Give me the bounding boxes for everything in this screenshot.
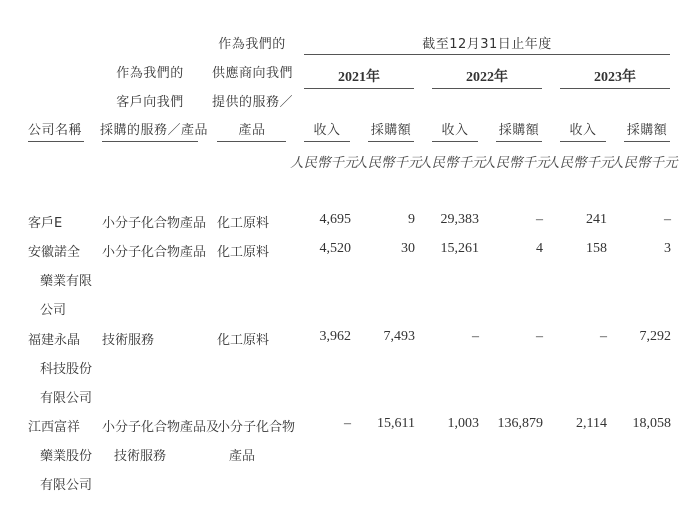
year-2023-underline [560,88,670,89]
company-header-underline [28,141,84,142]
header-supplier-line-2: 供應商向我們 [212,66,294,81]
revenue-2022: – [472,329,479,344]
company-name-line-2: 藥業股份 [40,449,93,464]
purchase-2023: – [664,212,671,227]
revenue-2023: – [600,329,607,344]
revenue-2023: 241 [586,212,607,227]
year-2022: 2022年 [466,70,508,85]
purchase-2022: – [536,329,543,344]
year-2023: 2023年 [594,70,636,85]
purchase-2022: – [536,212,543,227]
unit-6: 人民幣千元 [610,155,678,170]
revenue-2023: 158 [586,241,607,256]
purchase-2022: 136,879 [497,416,543,431]
supplier-service: 化工原料 [217,216,270,231]
header-supplier-line-4: 產品 [238,123,266,138]
supplier-header-underline [217,141,286,142]
revenue-2022: 1,003 [447,416,479,431]
subcol-underline-2 [368,141,414,142]
revenue-2021: – [344,416,351,431]
subcol-revenue-2023: 收入 [569,123,597,138]
company-name-line-3: 有限公司 [40,391,93,406]
period-underline [304,54,670,55]
purchase-2023: 3 [664,241,671,256]
revenue-2022: 29,383 [440,212,479,227]
year-2021: 2021年 [338,70,380,85]
company-name-line-1: 福建永晶 [28,333,81,348]
purchase-2021: 7,493 [383,329,415,344]
period-title: 截至12月31日止年度 [422,37,552,52]
year-2022-underline [432,88,542,89]
company-name-line-2: 科技股份 [40,362,93,377]
subcol-underline-1 [304,141,350,142]
company-name-line-3: 有限公司 [40,478,93,493]
revenue-2023: 2,114 [576,416,607,431]
subcol-underline-6 [624,141,670,142]
customer-service: 小分子化合物產品 [102,245,207,260]
header-company-name: 公司名稱 [28,123,83,138]
subcol-purchase-2022: 採購額 [498,123,540,138]
customer-service: 小分子化合物產品 [102,216,207,231]
supplier-service-line-2: 產品 [229,449,256,464]
revenue-2021: 4,695 [319,212,351,227]
purchase-2021: 30 [401,241,415,256]
revenue-2021: 4,520 [319,241,351,256]
customer-service: 技術服務 [102,333,155,348]
customer-service-line-2: 技術服務 [114,449,167,464]
revenue-2022: 15,261 [440,241,479,256]
subcol-underline-4 [496,141,542,142]
subcol-underline-3 [432,141,478,142]
header-supplier-line-3: 提供的服務／ [212,95,294,110]
purchase-2021: 9 [408,212,415,227]
revenue-2021: 3,962 [319,329,351,344]
header-supplier-line-1: 作為我們的 [218,37,286,52]
header-customer-line-2: 客戶向我們 [116,95,184,110]
subcol-revenue-2021: 收入 [313,123,341,138]
company-name-line-1: 安徽諾全 [28,245,81,260]
header-customer-line-3: 採購的服務／產品 [100,123,209,138]
company-name-line-2: 藥業有限 [40,274,93,289]
purchase-2023: 18,058 [632,416,671,431]
unit-5: 人民幣千元 [546,155,614,170]
purchase-2023: 7,292 [639,329,671,344]
unit-4: 人民幣千元 [482,155,550,170]
company-name-line-1: 江西富祥 [28,420,81,435]
supplier-service-line-1: 小分子化合物 [217,420,296,435]
customer-service-line-1: 小分子化合物產品及 [102,420,220,435]
customer-header-underline [102,141,198,142]
unit-2: 人民幣千元 [354,155,422,170]
subcol-purchase-2021: 採購額 [370,123,412,138]
year-2021-underline [304,88,414,89]
supplier-service: 化工原料 [217,245,270,260]
purchase-2022: 4 [536,241,543,256]
company-name: 客戶E [28,216,63,231]
unit-1: 人民幣千元 [290,155,358,170]
header-customer-line-1: 作為我們的 [116,66,184,81]
subcol-underline-5 [560,141,606,142]
company-name-line-3: 公司 [40,303,67,318]
subcol-revenue-2022: 收入 [441,123,469,138]
supplier-service: 化工原料 [217,333,270,348]
purchase-2021: 15,611 [377,416,415,431]
subcol-purchase-2023: 採購額 [626,123,668,138]
unit-3: 人民幣千元 [418,155,486,170]
